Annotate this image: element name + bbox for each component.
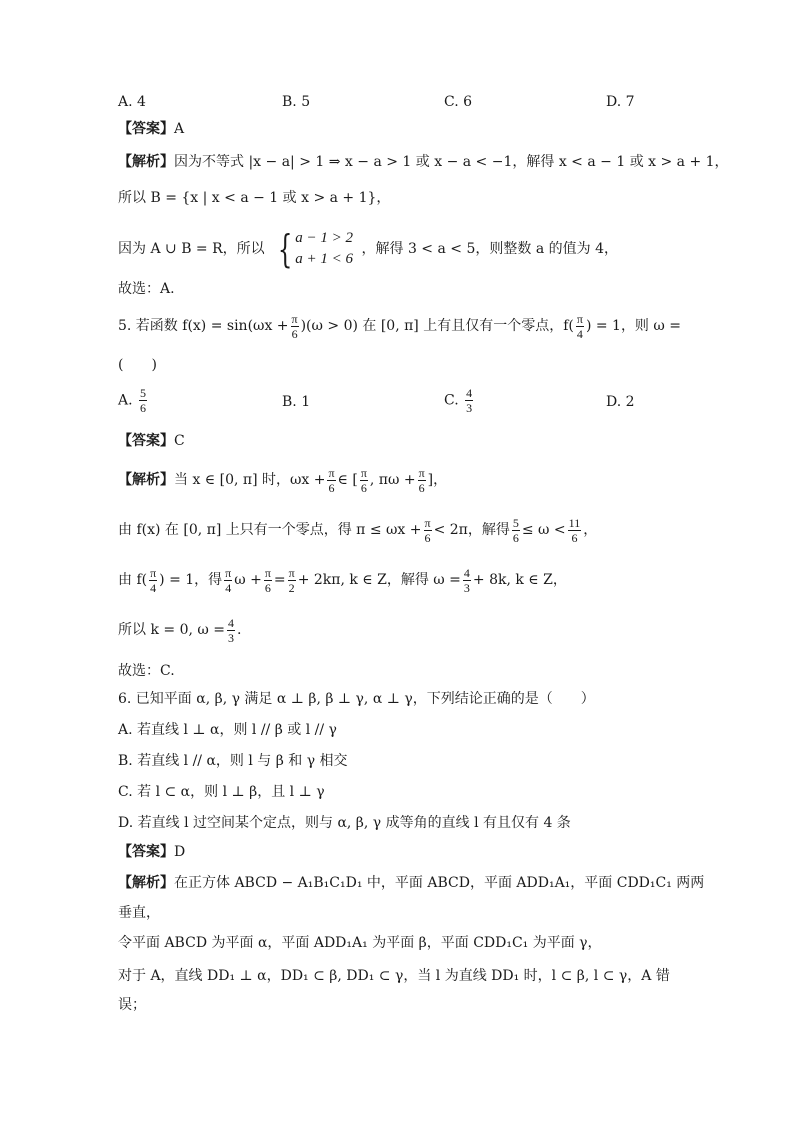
stem-part: )(ω > 0) 在 [0, π] 上有且仅有一个零点，f( — [300, 318, 574, 334]
q6-analysis-line5: 误； — [118, 997, 146, 1013]
q4-choose: 故选：A. — [118, 281, 175, 297]
q5-option-a: A. $\frac{5}{6}$ — [118, 386, 147, 415]
q5-stem — [118, 310, 681, 342]
stem-part: ) = 1，则 ω = — [585, 318, 681, 334]
q6-option-c: C. 若 l ⊂ α，则 l ⊥ β，且 l ⊥ γ — [118, 784, 325, 800]
q6-option-b: B. 若直线 l // α，则 l 与 β 和 γ 相交 — [118, 753, 348, 769]
system-row-2: a + 1 < 6 — [295, 251, 354, 267]
q5-analysis-line1: 【解析】当 x ∈ [0, π] 时，ωx + $\frac{\pi}{6}$ ∈ [ $\frac{\pi}{6}$ , πω + $\frac{\pi}{6}$ ]， — [118, 465, 448, 495]
fraction: $\frac{\pi}{6}$ — [291, 311, 298, 341]
analysis-label: 【解析】 — [118, 154, 174, 170]
q4-option-b: B. 5 — [282, 94, 311, 110]
q5-option-b: B. 1 — [282, 394, 311, 410]
q5-paren: ( ) — [118, 357, 157, 373]
system-row-1: a − 1 > 2 — [295, 230, 354, 246]
fraction: $\frac{\pi}{4}$ — [576, 311, 583, 341]
q6-stem: 6. 已知平面 α, β, γ 满足 α ⊥ β, β ⊥ γ, α ⊥ γ，下列结论正确的是（ ） — [118, 691, 595, 707]
line3-suffix: ，解得 3 < a < 5，则整数 a 的值为 4， — [361, 241, 618, 257]
q6-analysis-line1: 【解析】在正方体 ABCD − A₁B₁C₁D₁ 中，平面 ABCD，平面 ADD₁A₁，平面 CDD₁C₁ 两两 — [118, 875, 705, 891]
q4-analysis-line1 — [118, 152, 729, 172]
q6-analysis-line2: 垂直， — [118, 905, 160, 921]
q5-analysis-line3: 由 f( $\frac{\pi}{4}$ ) = 1，得 $\frac{\pi}{4}$ ω + $\frac{\pi}{6}$ = $\frac{\pi}{2}$ + 2kπ, k ∈ Z，解得 ω = $\frac{4}{3}$ + 8k, k ∈ Z， — [118, 565, 567, 595]
line3-prefix: 因为 A ∪ B = R，所以 — [118, 241, 265, 257]
inequality-system: { a − 1 > 2 a + 1 < 6 — [277, 227, 354, 271]
q6-answer: 【答案】D — [118, 844, 186, 860]
q5-choose: 故选：C. — [118, 663, 175, 679]
q4-option-d: D. 7 — [606, 94, 635, 110]
q5-analysis-line2: 由 f(x) 在 [0, π] 上只有一个零点，得 π ≤ ωx + $\frac{\pi}{6}$ < 2π，解得 $\frac{5}{6}$ ≤ ω < $\frac{11}{6}$ ， — [118, 515, 598, 545]
analysis-text: 因为不等式 |x − a| > 1 ⇒ x − a > 1 或 x − a < −1，解得 x < a − 1 或 x > a + 1， — [174, 154, 729, 170]
q6-option-a: A. 若直线 l ⊥ α，则 l // β 或 l // γ — [118, 722, 337, 738]
q4-option-c: C. 6 — [444, 94, 473, 110]
q5-option-d: D. 2 — [606, 394, 635, 410]
q4-analysis-line2: 所以 B = {x | x < a − 1 或 x > a + 1}， — [118, 190, 391, 206]
q4-option-a: A. 4 — [118, 94, 146, 110]
q6-analysis-line3: 令平面 ABCD 为平面 α，平面 ADD₁A₁ 为平面 β，平面 CDD₁C₁ 为平面 γ， — [118, 935, 602, 951]
q5-option-c: C. $\frac{4}{3}$ — [444, 386, 473, 415]
answer-value: A — [174, 121, 185, 137]
q6-analysis-line4: 对于 A，直线 DD₁ ⊥ α，DD₁ ⊂ β, DD₁ ⊂ γ，当 l 为直线 DD₁ 时，l ⊂ β, l ⊂ γ，A 错 — [118, 968, 670, 984]
q4-answer — [118, 119, 184, 139]
q5-analysis-line4: 所以 k = 0, ω = $\frac{4}{3}$ . — [118, 615, 242, 645]
answer-label: 【答案】 — [118, 121, 174, 137]
stem-part: 5. 若函数 f(x) = sin(ωx + — [118, 318, 289, 334]
q4-analysis-line3 — [118, 228, 618, 270]
q6-option-d: D. 若直线 l 过空间某个定点，则与 α, β, γ 成等角的直线 l 有且仅有 4 条 — [118, 815, 571, 831]
q5-answer: 【答案】C — [118, 433, 185, 449]
